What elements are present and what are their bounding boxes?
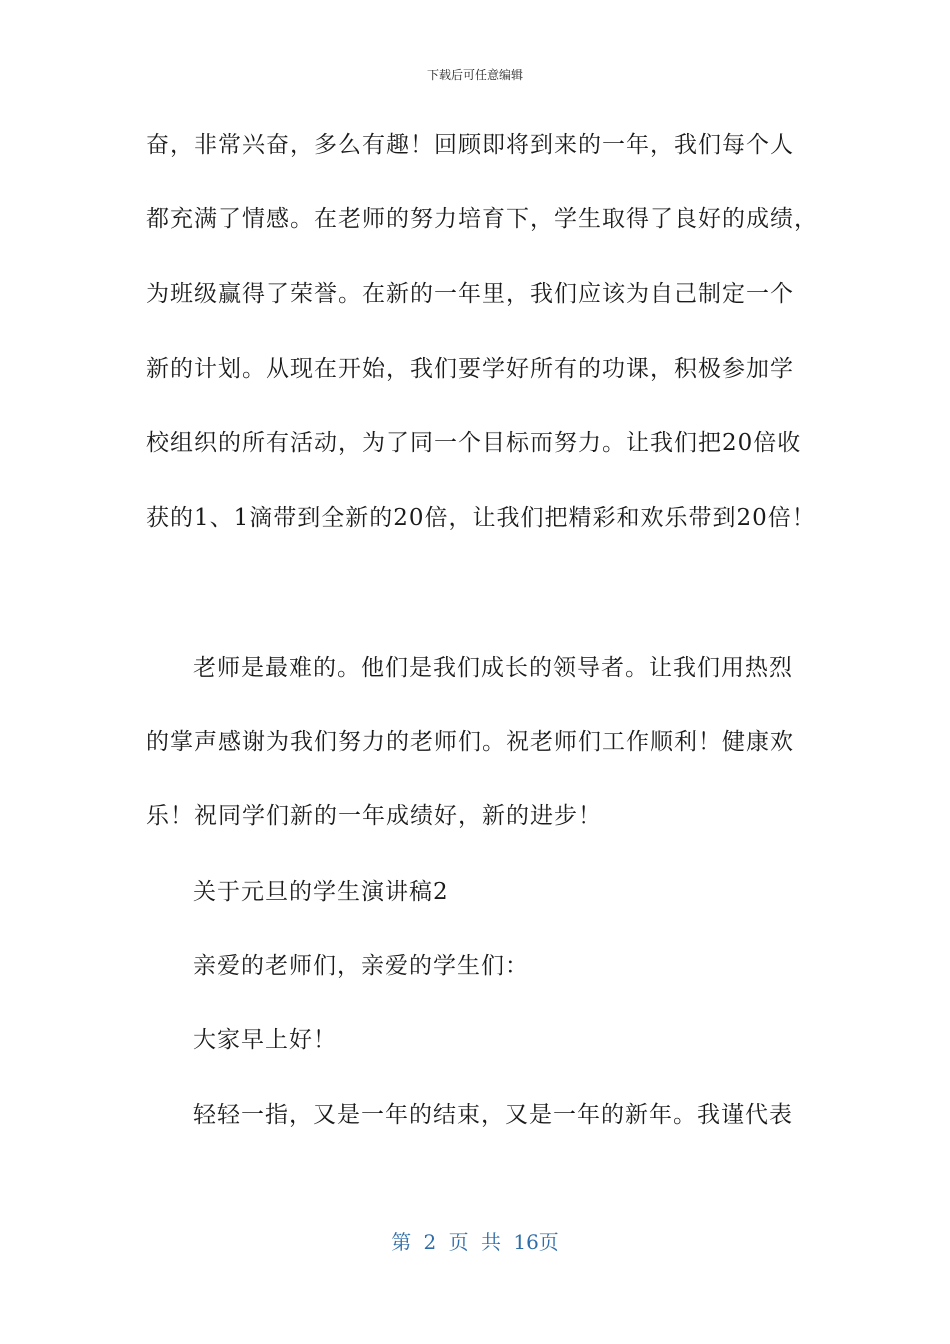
paragraph-line: 为班级赢得了荣誉。在新的一年里，我们应该为自己制定一个 xyxy=(146,281,794,307)
paragraph-line: 乐！祝同学们新的一年成绩好，新的进步！ xyxy=(146,803,602,829)
greeting-line: 亲爱的老师们，亲爱的学生们： xyxy=(193,953,529,979)
greeting-line: 大家早上好！ xyxy=(193,1027,337,1053)
paragraph-line: 轻轻一指，又是一年的结束，又是一年的新年。我谨代表 xyxy=(193,1102,793,1128)
page-footer: 第 2 页 共 16页 xyxy=(391,1230,559,1254)
paragraph-line: 获的1、1滴带到全新的20倍，让我们把精彩和欢乐带到20倍！ xyxy=(146,505,816,531)
paragraph-line: 奋，非常兴奋，多么有趣！回顾即将到来的一年，我们每个人 xyxy=(146,132,794,158)
section-title: 关于元旦的学生演讲稿2 xyxy=(193,879,449,905)
paragraph-line: 的掌声感谢为我们努力的老师们。祝老师们工作顺利！健康欢 xyxy=(146,729,794,755)
paragraph-line: 新的计划。从现在开始，我们要学好所有的功课，积极参加学 xyxy=(146,356,794,382)
paragraph-line: 校组织的所有活动，为了同一个目标而努力。让我们把20倍收 xyxy=(146,430,802,456)
page-header: 下载后可任意编辑 xyxy=(426,68,523,82)
paragraph-line: 都充满了情感。在老师的努力培育下，学生取得了良好的成绩， xyxy=(146,206,818,232)
paragraph-line: 老师是最难的。他们是我们成长的领导者。让我们用热烈 xyxy=(193,655,793,681)
